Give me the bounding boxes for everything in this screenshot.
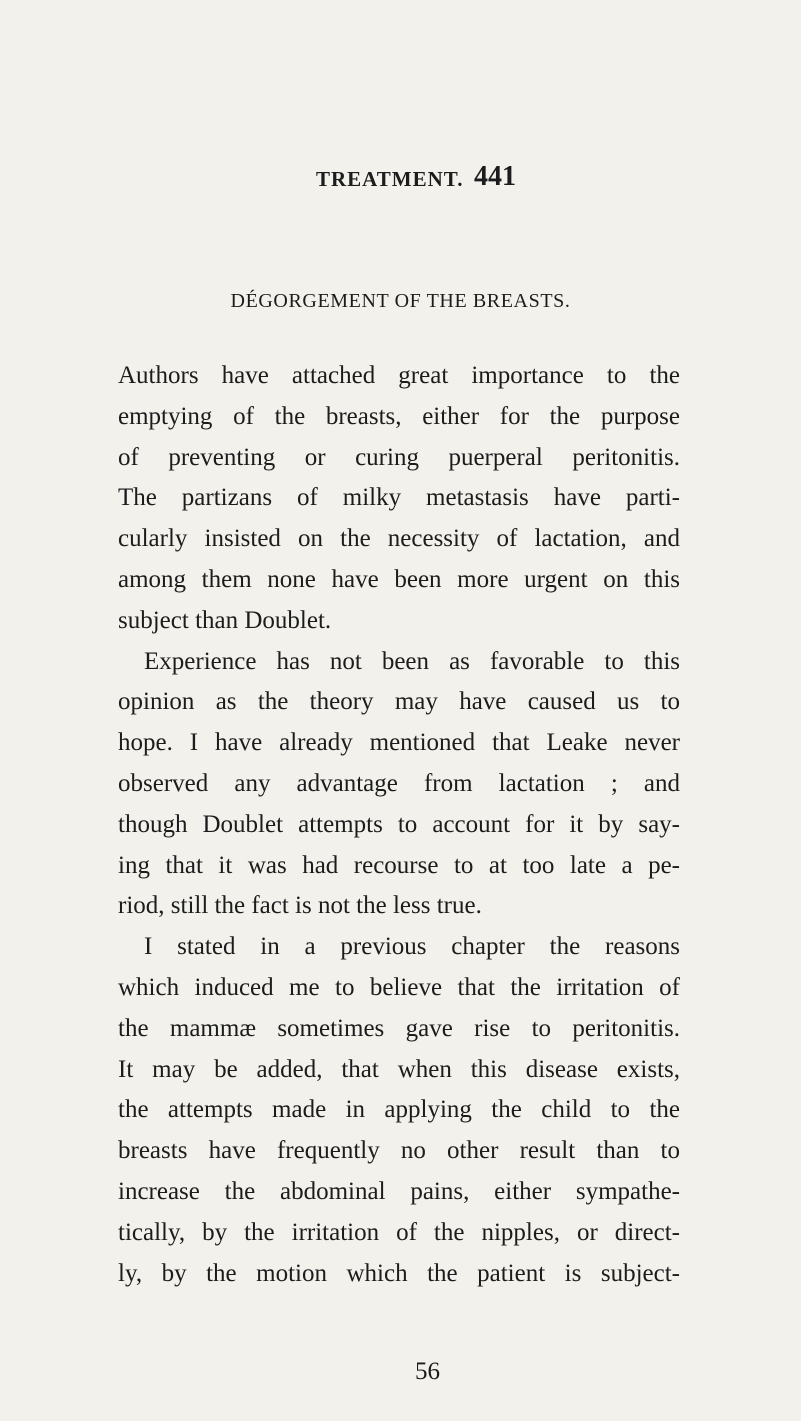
text-line: observed any advantage from lactation ; and: [118, 769, 680, 797]
text-line: cularly insisted on the necessity of lactation, and: [118, 525, 680, 553]
text-line: which induced me to believe that the irritation of: [118, 973, 680, 1001]
text-line: riod, still the fact is not the less true.: [118, 892, 482, 920]
text-line: ly, by the motion which the patient is subject-: [118, 1259, 680, 1287]
text-line: It may be added, that when this disease exists,: [118, 1055, 680, 1083]
section-title: DÉGORGEMENT OF THE BREASTS.: [230, 290, 571, 312]
text-line: the mammæ sometimes gave rise to peritonitis.: [118, 1014, 680, 1042]
text-line: The partizans of milky metastasis have parti-: [118, 484, 680, 512]
text-line: Experience has not been as favorable to this: [144, 647, 680, 675]
text-line: opinion as the theory may have caused us to: [118, 688, 680, 716]
page-number: 441: [474, 161, 516, 192]
text-line: I stated in a previous chapter the reasons: [144, 933, 680, 961]
text-line: Authors have attached great importance to the: [118, 362, 680, 389]
text-line: among them none have been more urgent on this: [118, 565, 680, 593]
text-line: ing that it was had recourse to at too late a pe-: [118, 851, 680, 879]
text-line: breasts have frequently no other result than to: [118, 1137, 680, 1165]
text-line: though Doublet attempts to account for it by say-: [118, 810, 680, 838]
text-line: tically, by the irritation of the nipples, or direct-: [118, 1218, 680, 1246]
body-text: [118, 356, 680, 1294]
text-line: increase the abdominal pains, either sympathe-: [118, 1177, 680, 1205]
text-line: the attempts made in applying the child to the: [118, 1096, 680, 1124]
text-line: subject than Doublet.: [118, 606, 332, 634]
text-line: of preventing or curing puerperal peritonitis.: [118, 443, 680, 471]
running-head: [0, 161, 801, 197]
running-title: TREATMENT.: [316, 167, 464, 191]
text-line: hope. I have already mentioned that Leake never: [118, 729, 680, 757]
text-line: emptying of the breasts, either for the purpose: [118, 402, 680, 430]
signature-mark: 56: [415, 1358, 440, 1385]
